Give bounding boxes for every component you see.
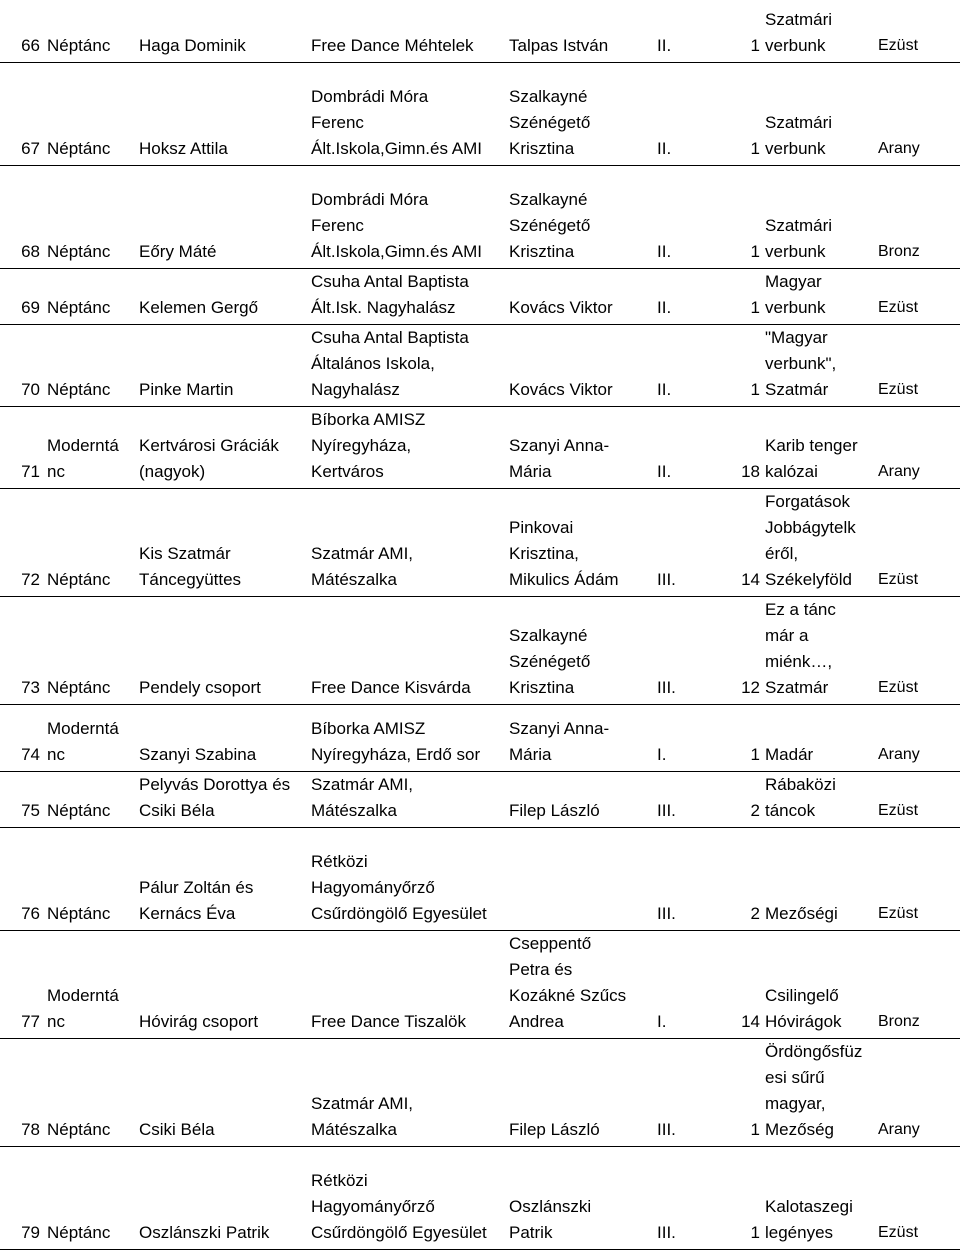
- performer-cell: Kelemen Gergő: [136, 268, 308, 324]
- table-row: [0, 1038, 960, 1146]
- teacher-cell: Filep László: [506, 771, 654, 827]
- teacher-cell: Szalkayné Szénégető Krisztina: [506, 596, 654, 704]
- school-cell: Szatmár AMI, Mátészalka: [308, 771, 506, 827]
- level-cell: I.: [654, 930, 706, 1038]
- level-cell: III.: [654, 1038, 706, 1146]
- teacher-cell: Cseppentő Petra és Kozákné Szűcs Andrea: [506, 930, 654, 1038]
- count-cell: 1: [706, 0, 762, 62]
- award-cell: Ezüst: [875, 488, 960, 596]
- award-cell: Arany: [875, 62, 960, 165]
- table-row: [0, 324, 960, 406]
- award-cell: Arany: [875, 406, 960, 488]
- category-cell: Néptánc: [44, 1146, 136, 1249]
- level-cell: II.: [654, 62, 706, 165]
- dance-title-cell: Rábaközi táncok: [762, 771, 875, 827]
- table-row: [0, 62, 960, 165]
- row-number: 69: [0, 268, 44, 324]
- category-cell: Néptánc: [44, 827, 136, 930]
- count-cell: 12: [706, 596, 762, 704]
- school-cell: Csuha Antal Baptista Általános Iskola, Nagyhalász: [308, 324, 506, 406]
- school-cell: Free Dance Kisvárda: [308, 596, 506, 704]
- dance-title-cell: Kalotaszegi legényes: [762, 1146, 875, 1249]
- row-number: 66: [0, 0, 44, 62]
- row-number: 76: [0, 827, 44, 930]
- performer-cell: Pálur Zoltán és Kernács Éva: [136, 827, 308, 930]
- level-cell: II.: [654, 406, 706, 488]
- count-cell: 1: [706, 704, 762, 771]
- table-row: [0, 827, 960, 930]
- count-cell: 1: [706, 1038, 762, 1146]
- performer-cell: Pendely csoport: [136, 596, 308, 704]
- school-cell: Free Dance Méhtelek: [308, 0, 506, 62]
- performer-cell: Hóvirág csoport: [136, 930, 308, 1038]
- category-cell: Moderntá nc: [44, 930, 136, 1038]
- school-cell: Szatmár AMI, Mátészalka: [308, 1038, 506, 1146]
- level-cell: III.: [654, 771, 706, 827]
- school-cell: Rétközi Hagyományőrző Csűrdöngölő Egyesület: [308, 1146, 506, 1249]
- teacher-cell: Szalkayné Szénégető Krisztina: [506, 165, 654, 268]
- count-cell: 14: [706, 930, 762, 1038]
- level-cell: I.: [654, 704, 706, 771]
- school-cell: Dombrádi Móra Ferenc Ált.Iskola,Gimn.és AMI: [308, 62, 506, 165]
- award-cell: Ezüst: [875, 0, 960, 62]
- award-cell: Ezüst: [875, 771, 960, 827]
- dance-title-cell: Szatmári verbunk: [762, 62, 875, 165]
- table-row: [0, 596, 960, 704]
- school-cell: Bíborka AMISZ Nyíregyháza, Kertváros: [308, 406, 506, 488]
- performer-cell: Eőry Máté: [136, 165, 308, 268]
- table-row: [0, 165, 960, 268]
- count-cell: 1: [706, 1146, 762, 1249]
- teacher-cell: Kovács Viktor: [506, 324, 654, 406]
- dance-title-cell: Karib tenger kalózai: [762, 406, 875, 488]
- performer-cell: Szanyi Szabina: [136, 704, 308, 771]
- count-cell: 2: [706, 771, 762, 827]
- award-cell: Ezüst: [875, 324, 960, 406]
- teacher-cell: Talpas István: [506, 0, 654, 62]
- category-cell: Néptánc: [44, 771, 136, 827]
- category-cell: Néptánc: [44, 0, 136, 62]
- teacher-cell: Szalkayné Szénégető Krisztina: [506, 62, 654, 165]
- school-cell: Free Dance Tiszalök: [308, 930, 506, 1038]
- category-cell: Néptánc: [44, 268, 136, 324]
- school-cell: Szatmár AMI, Mátészalka: [308, 488, 506, 596]
- teacher-cell: Szanyi Anna- Mária: [506, 406, 654, 488]
- dance-title-cell: Magyar verbunk: [762, 268, 875, 324]
- dance-title-cell: Forgatások Jobbágytelk éről, Székelyföld: [762, 488, 875, 596]
- row-number: 71: [0, 406, 44, 488]
- category-cell: Néptánc: [44, 596, 136, 704]
- teacher-cell: [506, 827, 654, 930]
- category-cell: Néptánc: [44, 62, 136, 165]
- level-cell: II.: [654, 0, 706, 62]
- table-row: [0, 406, 960, 488]
- table-row: [0, 268, 960, 324]
- performer-cell: Kis Szatmár Táncegyüttes: [136, 488, 308, 596]
- dance-title-cell: Madár: [762, 704, 875, 771]
- level-cell: III.: [654, 596, 706, 704]
- row-number: 73: [0, 596, 44, 704]
- performer-cell: Pinke Martin: [136, 324, 308, 406]
- performer-cell: Oszlánszki Patrik: [136, 1146, 308, 1249]
- dance-title-cell: Mezőségi: [762, 827, 875, 930]
- dance-title-cell: Szatmári verbunk: [762, 0, 875, 62]
- school-cell: Dombrádi Móra Ferenc Ált.Iskola,Gimn.és AMI: [308, 165, 506, 268]
- award-cell: Ezüst: [875, 596, 960, 704]
- row-number: 77: [0, 930, 44, 1038]
- dance-title-cell: Csilingelő Hóvirágok: [762, 930, 875, 1038]
- table-row: [0, 930, 960, 1038]
- category-cell: Moderntá nc: [44, 704, 136, 771]
- category-cell: Néptánc: [44, 488, 136, 596]
- teacher-cell: Szanyi Anna- Mária: [506, 704, 654, 771]
- category-cell: Moderntá nc: [44, 406, 136, 488]
- row-number: 68: [0, 165, 44, 268]
- table-row: [0, 0, 960, 62]
- award-cell: Bronz: [875, 165, 960, 268]
- dance-title-cell: Szatmári verbunk: [762, 165, 875, 268]
- count-cell: 1: [706, 324, 762, 406]
- performer-cell: Haga Dominik: [136, 0, 308, 62]
- level-cell: II.: [654, 165, 706, 268]
- performer-cell: Csiki Béla: [136, 1038, 308, 1146]
- count-cell: 1: [706, 268, 762, 324]
- table-row: [0, 771, 960, 827]
- row-number: 67: [0, 62, 44, 165]
- award-cell: Ezüst: [875, 1146, 960, 1249]
- count-cell: 14: [706, 488, 762, 596]
- teacher-cell: Oszlánszki Patrik: [506, 1146, 654, 1249]
- category-cell: Néptánc: [44, 165, 136, 268]
- row-number: 70: [0, 324, 44, 406]
- category-cell: Néptánc: [44, 324, 136, 406]
- dance-title-cell: Ez a tánc már a miénk…, Szatmár: [762, 596, 875, 704]
- row-number: 79: [0, 1146, 44, 1249]
- teacher-cell: Pinkovai Krisztina, Mikulics Ádám: [506, 488, 654, 596]
- award-cell: Arany: [875, 1038, 960, 1146]
- row-number: 75: [0, 771, 44, 827]
- level-cell: II.: [654, 268, 706, 324]
- performer-cell: Pelyvás Dorottya és Csiki Béla: [136, 771, 308, 827]
- row-number: 78: [0, 1038, 44, 1146]
- performer-cell: Hoksz Attila: [136, 62, 308, 165]
- teacher-cell: Kovács Viktor: [506, 268, 654, 324]
- category-cell: Néptánc: [44, 1038, 136, 1146]
- row-number: 72: [0, 488, 44, 596]
- performer-cell: Kertvárosi Gráciák (nagyok): [136, 406, 308, 488]
- school-cell: Csuha Antal Baptista Ált.Isk. Nagyhalász: [308, 268, 506, 324]
- teacher-cell: Filep László: [506, 1038, 654, 1146]
- row-number: 74: [0, 704, 44, 771]
- table-row: [0, 1146, 960, 1249]
- school-cell: Bíborka AMISZ Nyíregyháza, Erdő sor: [308, 704, 506, 771]
- award-cell: Ezüst: [875, 827, 960, 930]
- table-row: [0, 488, 960, 596]
- count-cell: 18: [706, 406, 762, 488]
- award-cell: Ezüst: [875, 268, 960, 324]
- count-cell: 2: [706, 827, 762, 930]
- level-cell: III.: [654, 488, 706, 596]
- count-cell: 1: [706, 62, 762, 165]
- level-cell: III.: [654, 827, 706, 930]
- award-cell: Bronz: [875, 930, 960, 1038]
- award-cell: Arany: [875, 704, 960, 771]
- level-cell: II.: [654, 324, 706, 406]
- count-cell: 1: [706, 165, 762, 268]
- school-cell: Rétközi Hagyományőrző Csűrdöngölő Egyesület: [308, 827, 506, 930]
- dance-title-cell: "Magyar verbunk", Szatmár: [762, 324, 875, 406]
- table-row: [0, 704, 960, 771]
- dance-title-cell: Ördöngősfüz esi sűrű magyar, Mezőség: [762, 1038, 875, 1146]
- level-cell: III.: [654, 1146, 706, 1249]
